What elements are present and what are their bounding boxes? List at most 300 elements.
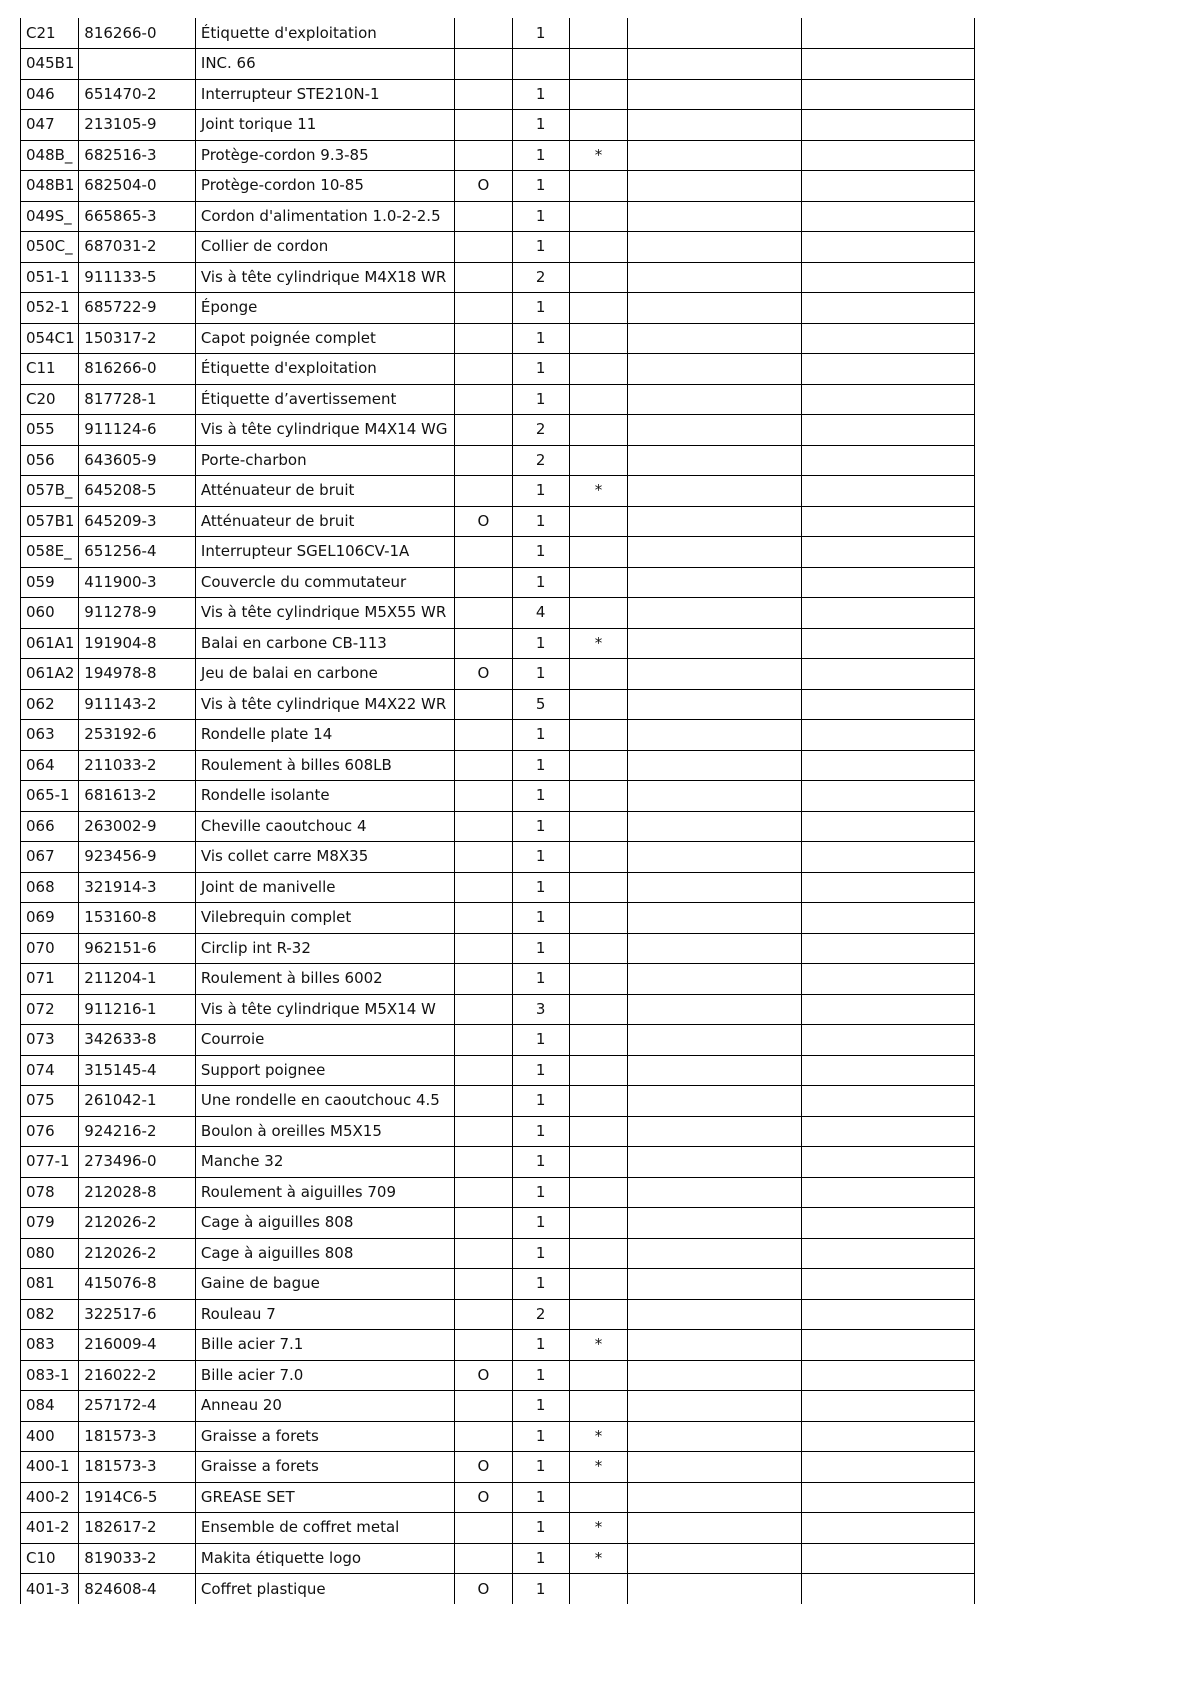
blank-cell (628, 1330, 802, 1361)
part-number-cell: 212028-8 (79, 1177, 196, 1208)
part-number-cell: 191904-8 (79, 628, 196, 659)
item-number-cell: 057B_ (21, 476, 79, 507)
quantity-cell: 1 (512, 110, 569, 141)
quantity-cell: 1 (512, 1360, 569, 1391)
blank-cell (802, 1025, 975, 1056)
quantity-cell: 1 (512, 384, 569, 415)
table-row (21, 1299, 975, 1330)
item-number-cell: 065-1 (21, 781, 79, 812)
note-cell: * (569, 1543, 627, 1574)
quantity-cell: 1 (512, 1269, 569, 1300)
note-cell (569, 903, 627, 934)
note-cell (569, 781, 627, 812)
blank-cell (628, 445, 802, 476)
quantity-cell: 1 (512, 903, 569, 934)
blank-cell (802, 1208, 975, 1239)
description-cell: Cheville caoutchouc 4 (195, 811, 454, 842)
blank-cell (628, 1299, 802, 1330)
description-cell: Manche 32 (195, 1147, 454, 1178)
note-cell (569, 323, 627, 354)
item-number-cell: 400-1 (21, 1452, 79, 1483)
blank-cell (802, 323, 975, 354)
table-row (21, 659, 975, 690)
part-number-cell: 257172-4 (79, 1391, 196, 1422)
blank-cell (802, 1330, 975, 1361)
option-cell (455, 262, 512, 293)
description-cell: Capot poignée complet (195, 323, 454, 354)
blank-cell (802, 1269, 975, 1300)
blank-cell (628, 1055, 802, 1086)
blank-cell (628, 354, 802, 385)
item-number-cell: 078 (21, 1177, 79, 1208)
description-cell: Anneau 20 (195, 1391, 454, 1422)
note-cell (569, 79, 627, 110)
item-number-cell: 060 (21, 598, 79, 629)
part-number-cell: 273496-0 (79, 1147, 196, 1178)
option-cell: O (455, 659, 512, 690)
quantity-cell: 2 (512, 262, 569, 293)
option-cell (455, 323, 512, 354)
blank-cell (628, 171, 802, 202)
part-number-cell: 911124-6 (79, 415, 196, 446)
item-number-cell: C11 (21, 354, 79, 385)
description-cell: Support poignee (195, 1055, 454, 1086)
part-number-cell: 212026-2 (79, 1208, 196, 1239)
note-cell (569, 1055, 627, 1086)
option-cell (455, 1055, 512, 1086)
part-number-cell: 645209-3 (79, 506, 196, 537)
quantity-cell: 1 (512, 1330, 569, 1361)
parts-table-body (21, 18, 975, 1604)
description-cell: Circlip int R-32 (195, 933, 454, 964)
part-number-cell: 213105-9 (79, 110, 196, 141)
item-number-cell: 048B1 (21, 171, 79, 202)
item-number-cell: 047 (21, 110, 79, 141)
item-number-cell: 073 (21, 1025, 79, 1056)
description-cell: Ensemble de coffret metal (195, 1513, 454, 1544)
description-cell: Bille acier 7.1 (195, 1330, 454, 1361)
blank-cell (628, 476, 802, 507)
item-number-cell: 055 (21, 415, 79, 446)
part-number-cell: 687031-2 (79, 232, 196, 263)
blank-cell (802, 567, 975, 598)
table-row (21, 1482, 975, 1513)
quantity-cell: 1 (512, 140, 569, 171)
table-row (21, 79, 975, 110)
table-row (21, 811, 975, 842)
blank-cell (802, 171, 975, 202)
description-cell: Courroie (195, 1025, 454, 1056)
table-row (21, 1086, 975, 1117)
option-cell (455, 750, 512, 781)
blank-cell (628, 598, 802, 629)
item-number-cell: 069 (21, 903, 79, 934)
note-cell (569, 384, 627, 415)
blank-cell (802, 933, 975, 964)
option-cell (455, 1391, 512, 1422)
option-cell: O (455, 171, 512, 202)
part-number-cell: 911216-1 (79, 994, 196, 1025)
quantity-cell: 1 (512, 933, 569, 964)
table-row (21, 903, 975, 934)
table-row (21, 476, 975, 507)
option-cell (455, 201, 512, 232)
option-cell (455, 1269, 512, 1300)
blank-cell (802, 140, 975, 171)
blank-cell (802, 262, 975, 293)
note-cell (569, 567, 627, 598)
blank-cell (628, 781, 802, 812)
item-number-cell: 067 (21, 842, 79, 873)
blank-cell (628, 872, 802, 903)
item-number-cell: 050C_ (21, 232, 79, 263)
description-cell: Graisse a forets (195, 1452, 454, 1483)
part-number-cell: 411900-3 (79, 567, 196, 598)
blank-cell (802, 1238, 975, 1269)
table-row (21, 445, 975, 476)
blank-cell (802, 293, 975, 324)
blank-cell (628, 964, 802, 995)
note-cell: * (569, 1330, 627, 1361)
table-row (21, 598, 975, 629)
blank-cell (802, 1086, 975, 1117)
description-cell: Atténuateur de bruit (195, 476, 454, 507)
quantity-cell: 5 (512, 689, 569, 720)
blank-cell (628, 1360, 802, 1391)
description-cell: INC. 66 (195, 49, 454, 80)
part-number-cell: 645208-5 (79, 476, 196, 507)
item-number-cell: 074 (21, 1055, 79, 1086)
item-number-cell: 075 (21, 1086, 79, 1117)
note-cell (569, 262, 627, 293)
part-number-cell: 211033-2 (79, 750, 196, 781)
option-cell (455, 598, 512, 629)
part-number-cell: 415076-8 (79, 1269, 196, 1300)
option-cell (455, 994, 512, 1025)
table-row (21, 506, 975, 537)
note-cell (569, 445, 627, 476)
part-number-cell: 911133-5 (79, 262, 196, 293)
option-cell (455, 140, 512, 171)
part-number-cell: 962151-6 (79, 933, 196, 964)
option-cell (455, 232, 512, 263)
quantity-cell: 1 (512, 506, 569, 537)
description-cell: Graisse a forets (195, 1421, 454, 1452)
note-cell (569, 1208, 627, 1239)
item-number-cell: 079 (21, 1208, 79, 1239)
table-row (21, 1421, 975, 1452)
option-cell (455, 354, 512, 385)
description-cell: Rondelle isolante (195, 781, 454, 812)
quantity-cell: 1 (512, 1574, 569, 1605)
blank-cell (628, 1482, 802, 1513)
part-number-cell: 153160-8 (79, 903, 196, 934)
description-cell: Roulement à billes 6002 (195, 964, 454, 995)
table-row (21, 872, 975, 903)
part-number-cell: 194978-8 (79, 659, 196, 690)
quantity-cell: 1 (512, 476, 569, 507)
blank-cell (628, 232, 802, 263)
option-cell (455, 781, 512, 812)
quantity-cell: 1 (512, 628, 569, 659)
table-row (21, 689, 975, 720)
option-cell: O (455, 1452, 512, 1483)
note-cell (569, 171, 627, 202)
blank-cell (802, 49, 975, 80)
quantity-cell: 1 (512, 720, 569, 751)
blank-cell (802, 232, 975, 263)
note-cell (569, 659, 627, 690)
quantity-cell: 1 (512, 1421, 569, 1452)
blank-cell (802, 842, 975, 873)
note-cell (569, 506, 627, 537)
item-number-cell: 400 (21, 1421, 79, 1452)
part-number-cell: 681613-2 (79, 781, 196, 812)
item-number-cell: 058E_ (21, 537, 79, 568)
part-number-cell: 924216-2 (79, 1116, 196, 1147)
note-cell: * (569, 1421, 627, 1452)
item-number-cell: 400-2 (21, 1482, 79, 1513)
option-cell (455, 49, 512, 80)
description-cell: Cordon d'alimentation 1.0-2-2.5 (195, 201, 454, 232)
note-cell: * (569, 140, 627, 171)
option-cell (455, 1238, 512, 1269)
blank-cell (802, 1299, 975, 1330)
table-row (21, 1147, 975, 1178)
option-cell (455, 293, 512, 324)
blank-cell (628, 1452, 802, 1483)
option-cell (455, 1116, 512, 1147)
item-number-cell: C20 (21, 384, 79, 415)
option-cell (455, 537, 512, 568)
quantity-cell: 1 (512, 232, 569, 263)
note-cell (569, 1116, 627, 1147)
quantity-cell: 1 (512, 964, 569, 995)
description-cell: Boulon à oreilles M5X15 (195, 1116, 454, 1147)
description-cell: Cage à aiguilles 808 (195, 1208, 454, 1239)
item-number-cell: 081 (21, 1269, 79, 1300)
note-cell (569, 1391, 627, 1422)
part-number-cell: 1914C6-5 (79, 1482, 196, 1513)
note-cell (569, 1025, 627, 1056)
option-cell (455, 689, 512, 720)
blank-cell (802, 598, 975, 629)
table-row (21, 628, 975, 659)
quantity-cell: 1 (512, 567, 569, 598)
item-number-cell: 061A2 (21, 659, 79, 690)
option-cell (455, 1421, 512, 1452)
option-cell (455, 110, 512, 141)
option-cell (455, 1025, 512, 1056)
note-cell (569, 49, 627, 80)
option-cell (455, 1543, 512, 1574)
table-row (21, 201, 975, 232)
quantity-cell: 1 (512, 354, 569, 385)
blank-cell (802, 110, 975, 141)
note-cell (569, 1238, 627, 1269)
item-number-cell: 046 (21, 79, 79, 110)
blank-cell (628, 384, 802, 415)
blank-cell (628, 1147, 802, 1178)
blank-cell (802, 1574, 975, 1605)
option-cell: O (455, 1360, 512, 1391)
blank-cell (802, 994, 975, 1025)
option-cell (455, 1147, 512, 1178)
item-number-cell: 080 (21, 1238, 79, 1269)
part-number-cell: 212026-2 (79, 1238, 196, 1269)
quantity-cell: 1 (512, 79, 569, 110)
item-number-cell: 052-1 (21, 293, 79, 324)
table-row (21, 842, 975, 873)
option-cell (455, 79, 512, 110)
table-row (21, 1452, 975, 1483)
blank-cell (628, 720, 802, 751)
note-cell (569, 811, 627, 842)
quantity-cell: 1 (512, 1543, 569, 1574)
table-row (21, 110, 975, 141)
option-cell (455, 1086, 512, 1117)
table-row (21, 1360, 975, 1391)
note-cell (569, 842, 627, 873)
table-row (21, 1269, 975, 1300)
blank-cell (628, 201, 802, 232)
description-cell: Roulement à aiguilles 709 (195, 1177, 454, 1208)
table-row (21, 567, 975, 598)
part-number-cell: 911143-2 (79, 689, 196, 720)
item-number-cell: 066 (21, 811, 79, 842)
table-row (21, 1208, 975, 1239)
item-number-cell: 061A1 (21, 628, 79, 659)
description-cell: Vis à tête cylindrique M4X22 WR (195, 689, 454, 720)
blank-cell (628, 567, 802, 598)
quantity-cell: 1 (512, 781, 569, 812)
option-cell: O (455, 1574, 512, 1605)
blank-cell (802, 1177, 975, 1208)
note-cell: * (569, 476, 627, 507)
blank-cell (802, 1055, 975, 1086)
blank-cell (802, 476, 975, 507)
description-cell: Roulement à billes 608LB (195, 750, 454, 781)
table-row (21, 1574, 975, 1605)
blank-cell (628, 1238, 802, 1269)
blank-cell (628, 1177, 802, 1208)
option-cell (455, 628, 512, 659)
part-number-cell: 665865-3 (79, 201, 196, 232)
item-number-cell: 054C1 (21, 323, 79, 354)
blank-cell (628, 293, 802, 324)
description-cell: Collier de cordon (195, 232, 454, 263)
blank-cell (802, 1482, 975, 1513)
blank-cell (628, 842, 802, 873)
description-cell: Jeu de balai en carbone (195, 659, 454, 690)
option-cell (455, 1177, 512, 1208)
blank-cell (628, 628, 802, 659)
option-cell (455, 476, 512, 507)
option-cell (455, 1208, 512, 1239)
table-row (21, 415, 975, 446)
option-cell (455, 1330, 512, 1361)
item-number-cell: 059 (21, 567, 79, 598)
blank-cell (628, 689, 802, 720)
note-cell (569, 1299, 627, 1330)
option-cell (455, 1513, 512, 1544)
part-number-cell: 923456-9 (79, 842, 196, 873)
table-row (21, 537, 975, 568)
quantity-cell (512, 49, 569, 80)
blank-cell (802, 1147, 975, 1178)
item-number-cell: 049S_ (21, 201, 79, 232)
option-cell (455, 842, 512, 873)
blank-cell (802, 964, 975, 995)
description-cell: Joint de manivelle (195, 872, 454, 903)
table-row (21, 1330, 975, 1361)
blank-cell (628, 506, 802, 537)
quantity-cell: 1 (512, 811, 569, 842)
quantity-cell: 1 (512, 872, 569, 903)
blank-cell (802, 1543, 975, 1574)
quantity-cell: 1 (512, 1391, 569, 1422)
note-cell (569, 720, 627, 751)
quantity-cell: 1 (512, 1482, 569, 1513)
quantity-cell: 1 (512, 537, 569, 568)
item-number-cell: 070 (21, 933, 79, 964)
description-cell: Interrupteur SGEL106CV-1A (195, 537, 454, 568)
table-row (21, 1025, 975, 1056)
table-row (21, 781, 975, 812)
blank-cell (802, 18, 975, 49)
description-cell: Joint torique 11 (195, 110, 454, 141)
quantity-cell: 4 (512, 598, 569, 629)
quantity-cell: 1 (512, 1116, 569, 1147)
blank-cell (802, 415, 975, 446)
part-number-cell: 685722-9 (79, 293, 196, 324)
blank-cell (628, 1116, 802, 1147)
part-number-cell: 817728-1 (79, 384, 196, 415)
description-cell: Étiquette d'exploitation (195, 354, 454, 385)
quantity-cell: 1 (512, 1025, 569, 1056)
note-cell (569, 18, 627, 49)
note-cell (569, 537, 627, 568)
table-row (21, 232, 975, 263)
description-cell: Cage à aiguilles 808 (195, 1238, 454, 1269)
note-cell (569, 1147, 627, 1178)
note-cell (569, 1086, 627, 1117)
table-row (21, 1513, 975, 1544)
quantity-cell: 1 (512, 1452, 569, 1483)
blank-cell (802, 384, 975, 415)
description-cell: Coffret plastique (195, 1574, 454, 1605)
blank-cell (628, 1421, 802, 1452)
table-row (21, 354, 975, 385)
part-number-cell: 321914-3 (79, 872, 196, 903)
table-row (21, 1177, 975, 1208)
quantity-cell: 1 (512, 1147, 569, 1178)
option-cell (455, 811, 512, 842)
blank-cell (802, 1116, 975, 1147)
note-cell (569, 994, 627, 1025)
quantity-cell: 2 (512, 415, 569, 446)
item-number-cell: 062 (21, 689, 79, 720)
item-number-cell: 057B1 (21, 506, 79, 537)
part-number-cell: 824608-4 (79, 1574, 196, 1605)
description-cell: Rouleau 7 (195, 1299, 454, 1330)
option-cell (455, 567, 512, 598)
blank-cell (628, 79, 802, 110)
blank-cell (628, 140, 802, 171)
note-cell (569, 964, 627, 995)
blank-cell (628, 18, 802, 49)
blank-cell (802, 79, 975, 110)
